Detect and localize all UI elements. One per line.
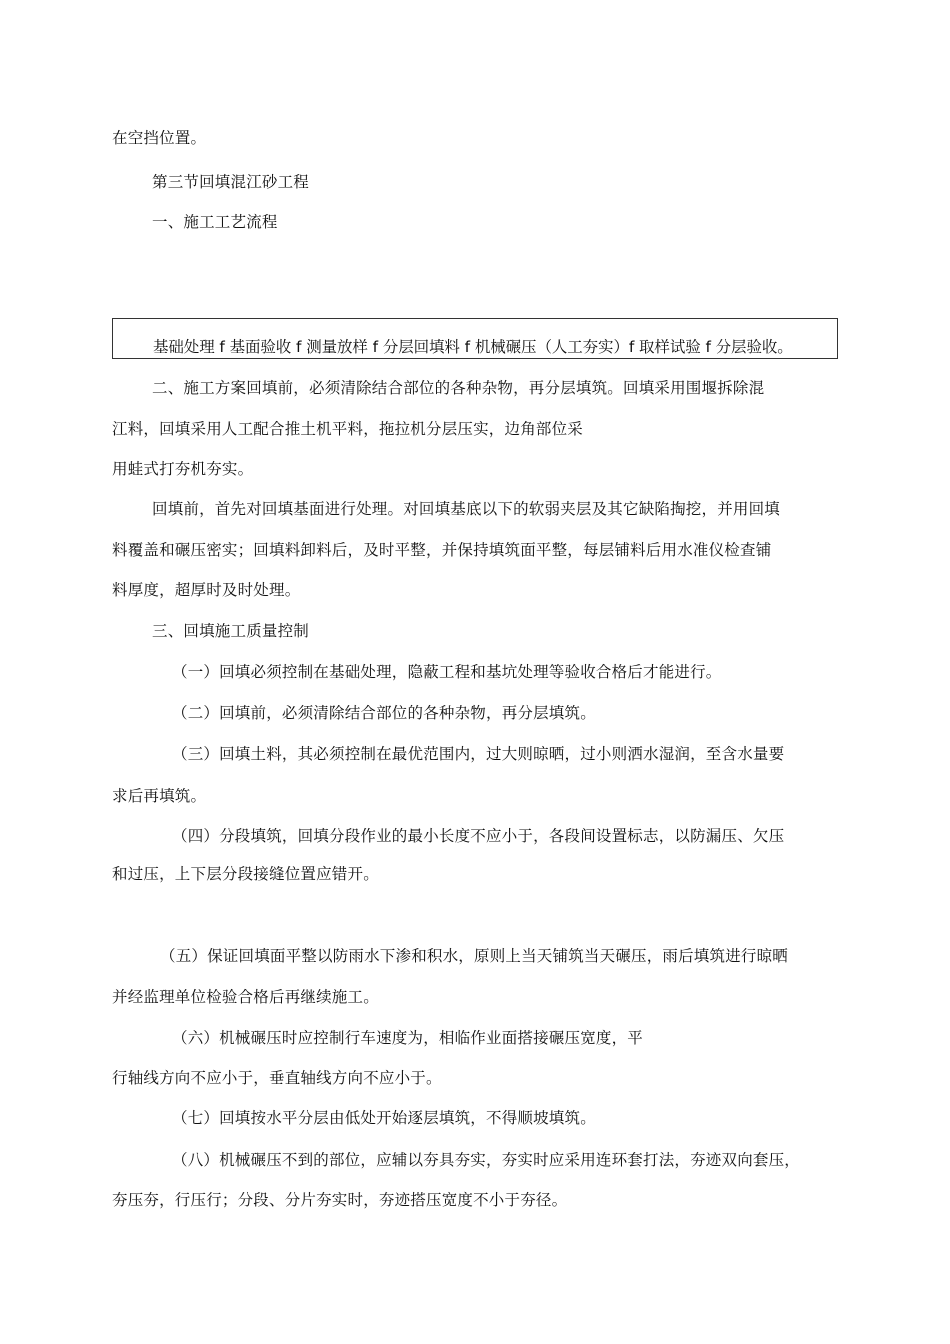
item-8-line2: 夯压夯，行压行；分段、分片夯实时，夯迹搭压宽度不小于夯径。 (112, 1191, 568, 1209)
item-5-line2: 并经监理单位检验合格后再继续施工。 (112, 988, 379, 1006)
item-6-line1: （六）机械碾压时应控制行车速度为，相临作业面搭接碾压宽度，平 (172, 1029, 644, 1047)
item-6-line2: 行轴线方向不应小于，垂直轴线方向不应小于。 (112, 1069, 442, 1087)
heading-process-flow: 一、施工工艺流程 (152, 213, 278, 231)
process-flow-text: 基础处理 f 基面验收 f 测量放样 f 分层回填料 f 机械碾压（人工夯实）f 取样试验 f 分层验收。 (153, 338, 793, 356)
item-7: （七）回填按水平分层由低处开始逐层填筑，不得顺坡填筑。 (172, 1109, 596, 1127)
paragraph-construction-plan-line1: 二、施工方案回填前，必须清除结合部位的各种杂物，再分层填筑。回填采用围堰拆除混 (152, 379, 765, 397)
item-4-line1: （四）分段填筑，回填分段作业的最小长度不应小于，各段间设置标志，以防漏压、欠压 (172, 827, 785, 845)
item-2: （二）回填前，必须清除结合部位的各种杂物，再分层填筑。 (172, 704, 596, 722)
item-3-line1: （三）回填土料，其必须控制在最优范围内，过大则晾晒，过小则洒水湿润，至含水量要 (172, 745, 785, 763)
continued-text: 在空挡位置。 (112, 129, 207, 147)
process-flow-box (112, 318, 838, 359)
section-title: 第三节回填混江砂工程 (152, 173, 310, 191)
item-3-line2: 求后再填筑。 (112, 787, 207, 805)
heading-quality-control: 三、回填施工质量控制 (152, 622, 310, 640)
paragraph-base-treatment-line1: 回填前，首先对回填基面进行处理。对回填基底以下的软弱夹层及其它缺陷掏挖，并用回填 (152, 500, 781, 518)
paragraph-construction-plan-line3: 用蛙式打夯机夯实。 (112, 460, 254, 478)
paragraph-base-treatment-line3: 料厚度，超厚时及时处理。 (112, 581, 301, 599)
item-4-line2: 和过压，上下层分段接缝位置应错开。 (112, 865, 379, 883)
paragraph-base-treatment-line2: 料覆盖和碾压密实；回填料卸料后，及时平整，并保持填筑面平整，每层铺料后用水准仪检查铺 (112, 541, 772, 559)
item-5-line1: （五）保证回填面平整以防雨水下渗和积水，原则上当天铺筑当天碾压，雨后填筑进行晾晒 (160, 947, 789, 965)
item-1: （一）回填必须控制在基础处理，隐蔽工程和基坑处理等验收合格后才能进行。 (172, 663, 722, 681)
item-8-line1: （八）机械碾压不到的部位，应辅以夯具夯实，夯实时应采用连环套打法，夯迹双向套压， (172, 1151, 801, 1169)
paragraph-construction-plan-line2: 江料，回填采用人工配合推土机平料，拖拉机分层压实，边角部位采 (112, 420, 584, 438)
